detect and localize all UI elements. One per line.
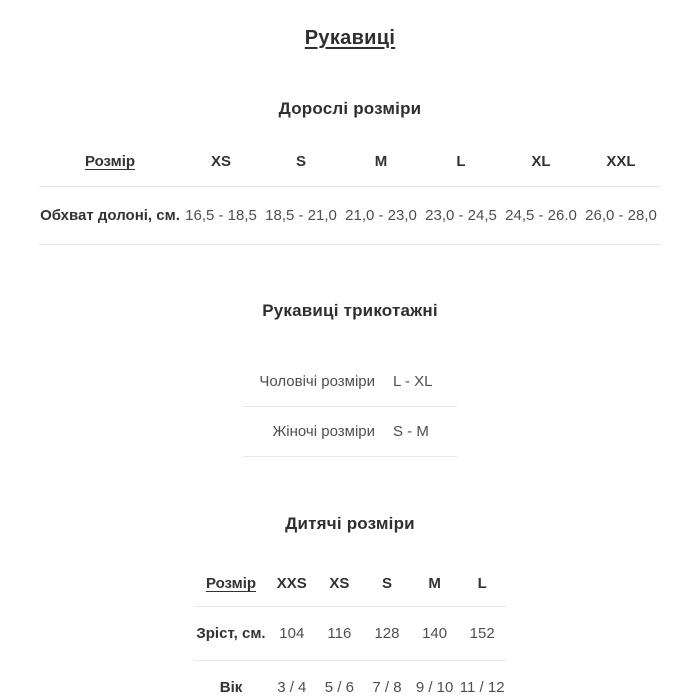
- size-label: Розмір: [205, 575, 257, 592]
- height-value-m: 140: [411, 607, 459, 661]
- adult-size-header-s: S: [261, 150, 341, 187]
- height-row-label: Зріст, см.: [194, 607, 268, 661]
- palm-girth-value-xl: 24,5 - 26.0: [501, 187, 581, 245]
- palm-girth-value-s: 18,5 - 21,0: [261, 187, 341, 245]
- kids-size-header-l: L: [458, 572, 506, 607]
- kids-sizes-heading: Дитячі розміри: [285, 514, 415, 533]
- knitted-gloves-table: [243, 357, 457, 457]
- mens-sizes-value: L - XL: [384, 357, 457, 407]
- age-row-label: Вік: [194, 661, 268, 700]
- age-value-m: 9 / 10: [411, 661, 459, 700]
- womens-sizes-value: S - M: [384, 407, 457, 457]
- kids-size-header-xxs: XXS: [268, 572, 316, 607]
- age-value-xs: 5 / 6: [316, 661, 364, 700]
- height-value-xxs: 104: [268, 607, 316, 661]
- page-title: Рукавиці: [304, 27, 396, 49]
- palm-girth-value-m: 21,0 - 23,0: [341, 187, 421, 245]
- kids-table-header-row: [194, 572, 506, 607]
- height-value-l: 152: [458, 607, 506, 661]
- womens-sizes-row: [243, 407, 457, 457]
- adult-size-header-xs: XS: [181, 150, 261, 187]
- palm-girth-value-l: 23,0 - 24,5: [421, 187, 501, 245]
- adult-size-label-header: [39, 150, 181, 187]
- knitted-gloves-heading: Рукавиці трикотажні: [262, 301, 438, 320]
- adult-size-header-l: L: [421, 150, 501, 187]
- age-value-xxs: 3 / 4: [268, 661, 316, 700]
- palm-girth-value-xxl: 26,0 - 28,0: [581, 187, 661, 245]
- adult-size-header-xxl: XXL: [581, 150, 661, 187]
- kids-size-label-header: [194, 572, 268, 607]
- palm-girth-row-label: Обхват долоні, см.: [39, 187, 181, 245]
- kids-size-table: [194, 572, 506, 700]
- adult-palm-girth-row: [39, 187, 661, 245]
- palm-girth-value-xs: 16,5 - 18,5: [181, 187, 261, 245]
- kids-height-row: [194, 607, 506, 661]
- adult-size-header-m: M: [341, 150, 421, 187]
- adult-sizes-heading: Дорослі розміри: [278, 99, 422, 118]
- mens-sizes-label: Чоловічі розміри: [243, 357, 384, 407]
- adult-table-header-row: [39, 150, 661, 187]
- height-value-xs: 116: [316, 607, 364, 661]
- size-label: Розмір: [84, 153, 136, 170]
- womens-sizes-label: Жіночі розміри: [243, 407, 384, 457]
- adult-size-table: [39, 150, 661, 245]
- kids-size-header-s: S: [363, 572, 411, 607]
- adult-size-header-xl: XL: [501, 150, 581, 187]
- kids-age-row: [194, 661, 506, 700]
- kids-size-header-m: M: [411, 572, 459, 607]
- height-value-s: 128: [363, 607, 411, 661]
- kids-size-header-xs: XS: [316, 572, 364, 607]
- age-value-l: 11 / 12: [458, 661, 506, 700]
- mens-sizes-row: [243, 357, 457, 407]
- age-value-s: 7 / 8: [363, 661, 411, 700]
